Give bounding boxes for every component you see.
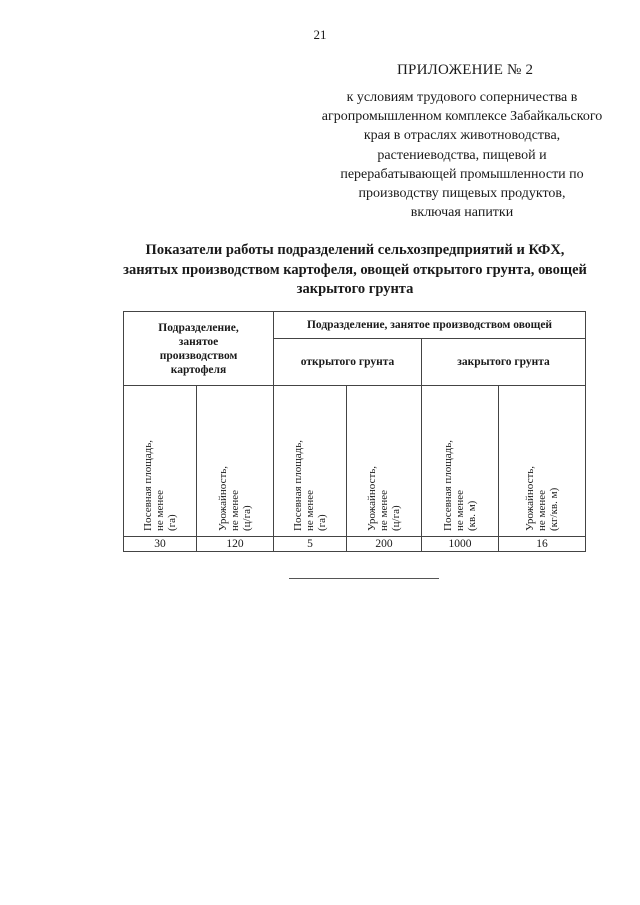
appendix-title: ПРИЛОЖЕНИЕ № 2: [397, 62, 534, 78]
column-header-line: Посевная площадь,: [142, 440, 154, 531]
column-header-line: Урожайность,: [524, 465, 537, 531]
table-cell-value: 200: [347, 537, 422, 552]
column-header-line: (ц/га): [390, 505, 403, 531]
column-header-line: (га): [166, 514, 178, 531]
column-header-line: Урожайность,: [217, 465, 229, 531]
column-header-potato-area: [124, 386, 197, 537]
document-heading: [100, 241, 610, 300]
appendix-subtitle-line: к условиям трудового соперничества в: [346, 90, 578, 105]
appendix-subtitle: [292, 88, 632, 222]
column-header-line: не менее: [536, 489, 549, 531]
column-header-line: не менее: [454, 489, 467, 531]
column-header-line: (кг/кв. м): [548, 487, 561, 531]
table-cell-value: 120: [197, 537, 274, 552]
column-header-line: не менее: [378, 489, 391, 531]
potato-group-line: занятое: [178, 335, 219, 348]
column-header-closed-yield: [499, 386, 586, 537]
column-header-line: (ц/га): [241, 505, 253, 531]
appendix-subtitle-line: включая напитки: [410, 205, 514, 221]
appendix-subtitle-line: перерабатывающей промышленности по: [340, 166, 584, 182]
table-cell-value: 16: [499, 537, 586, 552]
column-header-line: (га): [316, 514, 329, 531]
table-cell-value: 30: [124, 537, 197, 552]
heading-line: Показатели работы подразделений сельхозпредприятий и КФХ,: [145, 242, 565, 258]
column-header-closed-area: [422, 386, 499, 537]
metrics-table: [123, 311, 586, 552]
potato-group-line: Подразделение,: [158, 321, 239, 334]
column-header-open-area: [274, 386, 347, 537]
potato-group-line: производством: [159, 349, 238, 362]
column-header-line: не менее: [304, 489, 317, 531]
heading-line: закрытого грунта: [296, 281, 414, 297]
heading-line: занятых производством картофеля, овощей открытого грунта, овощей: [123, 261, 587, 278]
column-header-line: Урожайность,: [366, 465, 379, 531]
column-header-open-yield: [347, 386, 422, 537]
column-header-line: не менее: [229, 489, 241, 531]
vegetable-group-header: Подразделение, занятое производством овощей: [274, 312, 586, 339]
appendix-subtitle-line: агропромышленном комплексе Забайкальского: [321, 109, 603, 125]
table-cell-value: 1000: [422, 537, 499, 552]
column-header-line: (кв. м): [466, 500, 479, 531]
appendix-subtitle-line: растениеводства, пищевой и: [377, 147, 547, 163]
column-header-line: Посевная площадь,: [442, 440, 455, 531]
potato-group-header: [124, 312, 274, 386]
open-ground-header: открытого грунта: [274, 339, 422, 386]
column-header-potato-yield: [197, 386, 274, 537]
potato-group-line: картофеля: [170, 363, 227, 376]
footer-divider: [289, 578, 439, 579]
column-header-line: не менее: [154, 489, 166, 531]
closed-ground-header: закрытого грунта: [422, 339, 586, 386]
appendix-subtitle-line: производству пищевых продуктов,: [358, 186, 566, 202]
appendix-subtitle-line: края в отраслях животноводства,: [363, 128, 561, 144]
page-number: 21: [313, 27, 327, 42]
column-header-line: Посевная площадь,: [292, 440, 305, 531]
table-cell-value: 5: [274, 537, 347, 552]
